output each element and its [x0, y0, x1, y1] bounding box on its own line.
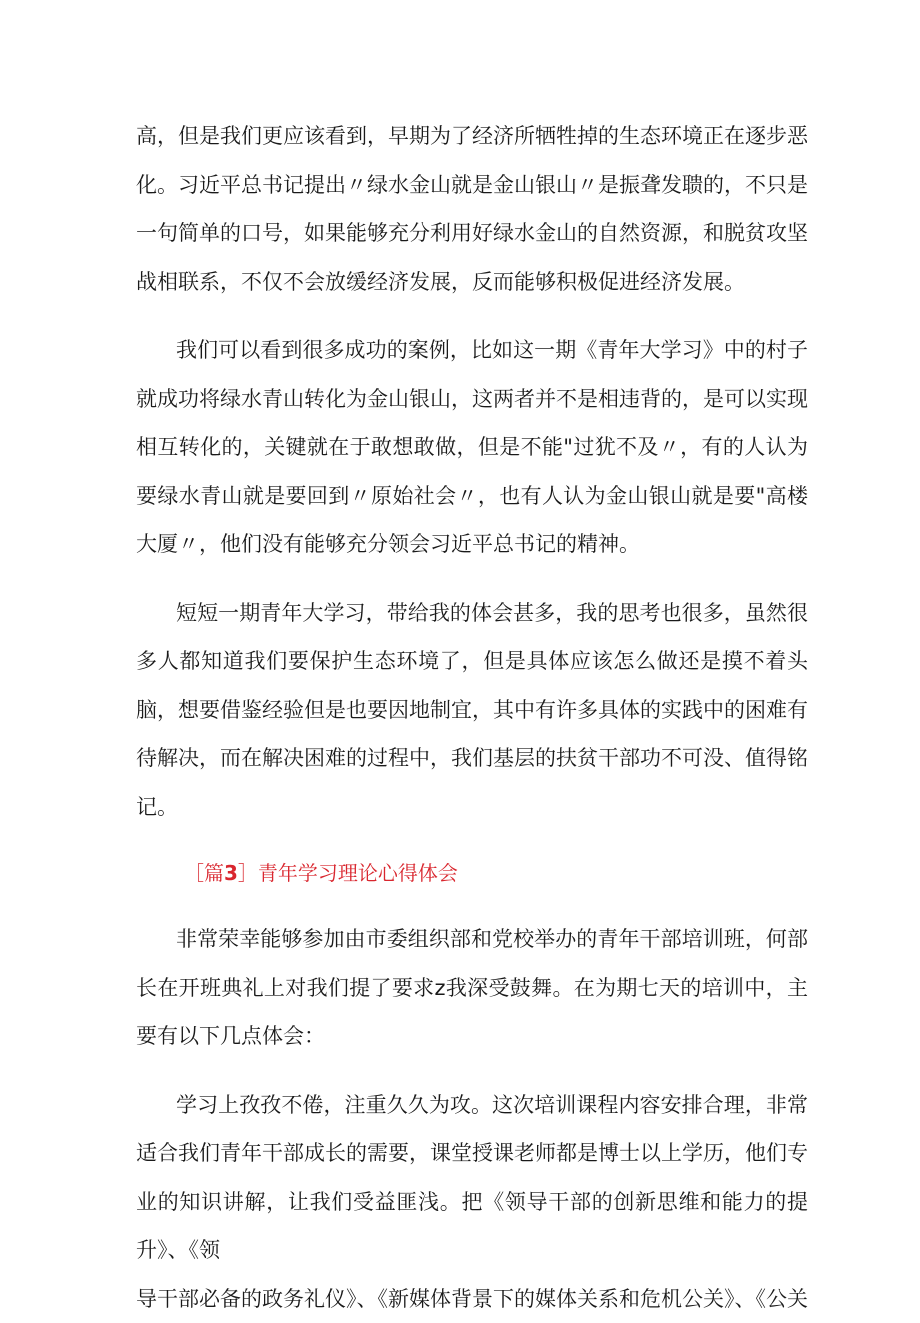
paragraph-5-continuation: 导干部必备的政务礼仪》、《新媒体背景下的媒体关系和危机公关》、《公关: [136, 1275, 808, 1323]
paragraph-2: 我们可以看到很多成功的案例，比如这一期《青年大学习》中的村子就成功将绿水青山转化为金山银山，这两者并不是相违背的，是可以实现相互转化的，关键就在于敢想敢做，但是不能"过犹不及〃，有的人认为要绿水青山就是要回到〃原始社会〃，也有人认为金山银山就是要"高楼大厦〃，他们没有能够充分领会习近平总书记的精神。: [136, 326, 808, 569]
paragraph-1: 高，但是我们更应该看到，早期为了经济所牺牲掉的生态环境正在逐步恶化。习近平总书记提出〃绿水金山就是金山银山〃是振聋发聩的，不只是一句简单的口号，如果能够充分利用好绿水金山的自然资源，和脱贫攻坚战相联系，不仅不会放缓经济发展，反而能够积极促进经济发展。: [136, 112, 808, 306]
section-heading: [136, 849, 808, 897]
paragraph-spacer: [136, 831, 808, 849]
document-body: [136, 112, 808, 1323]
heading-title: ］青年学习理论心得体会: [238, 861, 458, 885]
heading-number: 3: [224, 861, 238, 885]
paragraph-spacer: [136, 1061, 808, 1081]
paragraph-spacer: [136, 306, 808, 326]
paragraph-spacer: [136, 569, 808, 589]
paragraph-5: 学习上孜孜不倦，注重久久为攻。这次培训课程内容安排合理，非常适合我们青年干部成长的需要，课堂授课老师都是博士以上学历，他们专业的知识讲解，让我们受益匪浅。把《领导干部的创新思维和能力的提升》、《领: [136, 1081, 808, 1275]
paragraph-spacer: [136, 897, 808, 915]
paragraph-4: 非常荣幸能够参加由市委组织部和党校举办的青年干部培训班，何部长在开班典礼上对我们提了要求z我深受鼓舞。在为期七天的培训中，主要有以下几点体会：: [136, 915, 808, 1061]
heading-prefix: ［篇: [184, 861, 224, 885]
paragraph-3: 短短一期青年大学习，带给我的体会甚多，我的思考也很多，虽然很多人都知道我们要保护生态环境了，但是具体应该怎么做还是摸不着头脑，想要借鉴经验但是也要因地制宜，其中有许多具体的实践中的困难有待解决，而在解决困难的过程中，我们基层的扶贫干部功不可没、值得铭记。: [136, 589, 808, 832]
